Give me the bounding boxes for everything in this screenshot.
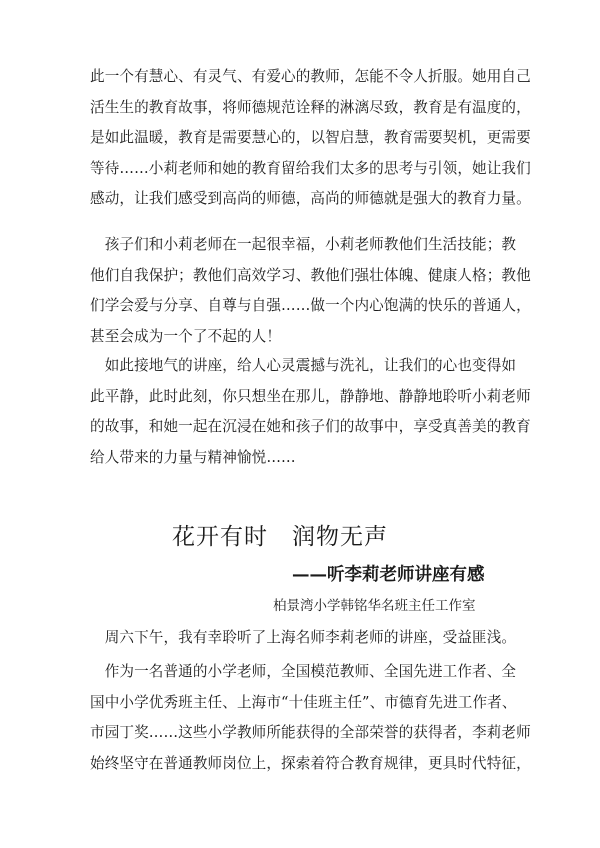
text-line: 活生生的教育故事，将师德规范诠释的淋漓尽致，教育是有温度的， [90, 98, 531, 116]
paragraph-lecture-impression [90, 351, 531, 473]
text-line: 是如此温暖，教育是需要慧心的，以智启慧，教育需要契机，更需要 [90, 129, 531, 146]
article-byline: 柏景湾小学韩铭华名班主任工作室 [273, 598, 476, 614]
article-subtitle: ——听李莉老师讲座有感 [292, 565, 485, 585]
text-line: 给人带来的力量与精神愉悦…… [90, 448, 296, 466]
text-line: 孩子们和小莉老师在一起很幸福，小莉老师教他们生活技能；教 [90, 236, 517, 253]
text-line: 市园丁奖……这些小学教师所能获得的全部荣誉的获得者，李莉老师 [90, 724, 531, 741]
text-line: 此一个有慧心、有灵气、有爱心的教师，怎能不令人折服。她用自己 [90, 68, 531, 85]
text-line: 始终坚守在普通教师岗位上，探索着符合教育规律，更具时代特征， [90, 754, 531, 772]
text-line: 作为一名普通的小学老师，全国模范教师、全国先进工作者、全 [90, 663, 517, 680]
text-line: 等待……小莉老师和她的教育留给我们太多的思考与引领，她让我们 [90, 159, 531, 177]
paragraph-children-happiness [90, 230, 531, 352]
text-line: 甚至会成为一个了不起的人！ [90, 327, 282, 345]
paragraph-teacher-honors [90, 657, 531, 779]
text-line: 如此接地气的讲座，给人心灵震撼与洗礼，让我们的心也变得如 [90, 357, 517, 374]
text-line: 们学会爱与分享、自尊与自强……做一个内心饱满的快乐的普通人， [90, 297, 531, 314]
text-line: 周六下午，我有幸聆听了上海名师李莉老师的讲座，受益匪浅。 [90, 629, 517, 646]
paragraph-teacher-praise [90, 62, 531, 215]
text-line: 的故事，和她一起在沉浸在她和孩子们的故事中，享受真善美的教育 [90, 418, 531, 435]
paragraph-intro [90, 623, 522, 654]
text-line: 国中小学优秀班主任、上海市“十佳班主任”、市德育先进工作者、 [90, 693, 517, 711]
text-line: 感动，让我们感受到高尚的师德，高尚的师德就是强大的教育力量。 [90, 190, 531, 207]
text-line: 他们自我保护；教他们高效学习、教他们强壮体魄、健康人格；教他 [90, 266, 531, 284]
text-line: 此平静，此时此刻，你只想坐在那儿，静静地、静静地聆听小莉老师 [90, 387, 531, 405]
article-title: 花开有时 润物无声 [172, 524, 388, 550]
